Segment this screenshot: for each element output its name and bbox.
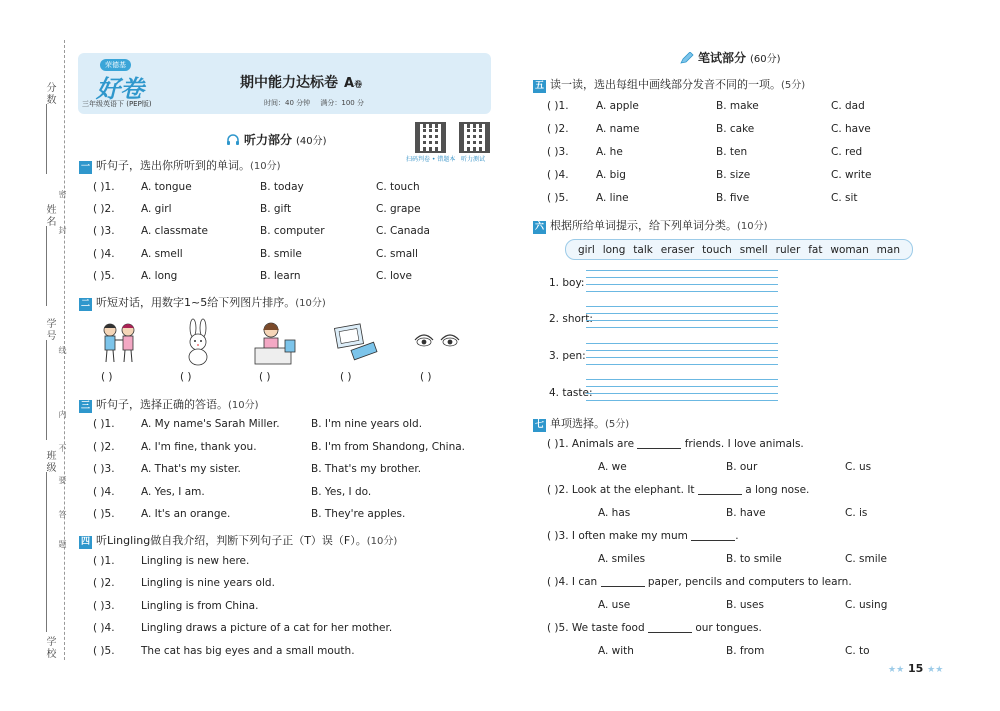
option-a: A. name	[596, 123, 640, 135]
student-id-line	[46, 340, 47, 440]
section-points: (10分)	[737, 221, 768, 232]
stem-before-blank: I can	[571, 576, 598, 588]
seal-char: 答	[58, 510, 67, 518]
question-number: ( )5.	[547, 192, 569, 204]
page-number	[888, 662, 943, 675]
question-number: ( )1.	[547, 438, 569, 450]
option-c: C. to	[845, 645, 870, 657]
writing-points: (60分)	[750, 54, 781, 65]
statement: Lingling is from China.	[141, 600, 259, 612]
option-a: A. tongue	[141, 181, 192, 193]
section-number: 六	[534, 222, 544, 232]
option-b: B. uses	[726, 599, 764, 611]
question-number: ( )4.	[547, 169, 569, 181]
option-c: C. red	[831, 146, 863, 158]
option-c: C. is	[845, 507, 868, 519]
word-bank-word: ruler	[775, 243, 801, 256]
section-number: 二	[80, 299, 90, 309]
section-number: 三	[80, 401, 90, 411]
category-prompt: 4. taste:	[549, 387, 593, 399]
mc-question	[547, 438, 804, 450]
option-a: A. apple	[596, 100, 639, 112]
section-2-heading	[79, 294, 326, 311]
option-b: B. computer	[260, 225, 325, 237]
option-b: B. make	[716, 100, 759, 112]
category-prompt: 3. pen:	[549, 350, 586, 362]
option-c: C. dad	[831, 100, 865, 112]
option-a: A. smell	[141, 248, 183, 260]
option-b: B. Yes, I do.	[311, 486, 372, 498]
option-b: B. to smile	[726, 553, 782, 565]
option-c: C. using	[845, 599, 888, 611]
answer-lines[interactable]	[586, 373, 778, 401]
seal-char: 线	[58, 346, 67, 354]
mc-question	[547, 576, 852, 588]
option-c: C. smile	[845, 553, 887, 565]
section-5-heading	[533, 76, 805, 93]
question-number: ( )2.	[547, 123, 569, 135]
question-number: ( )2.	[93, 577, 115, 589]
word-bank-word: girl	[577, 243, 595, 256]
class-label: 班级	[44, 450, 55, 474]
category-prompt: 1. boy:	[549, 277, 585, 289]
statement: Lingling is new here.	[141, 555, 250, 567]
qr-code-icon[interactable]	[459, 122, 490, 153]
section-6-heading	[533, 217, 768, 234]
section-title: 单项选择。	[550, 417, 605, 430]
computer-picture	[332, 318, 382, 368]
option-c: C. small	[376, 248, 418, 260]
word-bank-word: long	[602, 243, 626, 256]
fill-blank[interactable]	[698, 485, 742, 495]
stem-after-blank: .	[735, 530, 739, 542]
score-line	[46, 104, 47, 174]
option-a: A. with	[598, 645, 634, 657]
listening-title: 听力部分	[244, 133, 293, 147]
question-number: ( )2.	[547, 484, 569, 496]
option-a: A. My name's Sarah Miller.	[141, 418, 280, 430]
option-c: C. Canada	[376, 225, 430, 237]
brand-logo-text: 好卷	[96, 75, 144, 103]
writing-title: 笔试部分	[698, 51, 747, 65]
option-c: C. sit	[831, 192, 858, 204]
question-number: ( )4.	[547, 576, 569, 588]
score-label: 分数	[44, 82, 55, 106]
option-b: B. I'm from Shandong, China.	[311, 441, 466, 453]
option-b: B. gift	[260, 203, 292, 215]
question-number: ( )1.	[93, 418, 115, 430]
word-bank-word: eraser	[660, 243, 695, 256]
question-number: ( )3.	[547, 146, 569, 158]
seal-char: 不	[58, 444, 67, 452]
exam-time: 时间：40 分钟	[264, 99, 311, 107]
option-a: A. That's my sister.	[141, 463, 241, 475]
name-label: 姓名	[44, 204, 55, 228]
section-title: 听句子，选择正确的答语。	[96, 398, 228, 411]
answer-paren[interactable]: ( )	[101, 371, 113, 383]
option-b: B. learn	[260, 270, 301, 282]
section-title: 听短对话，用数字1~5给下列图片排序。	[96, 296, 296, 309]
word-bank-word: talk	[633, 243, 653, 256]
section-number: 五	[534, 81, 544, 91]
option-b: B. size	[716, 169, 751, 181]
category-prompt: 2. short:	[549, 313, 593, 325]
question-number: ( )5.	[547, 622, 569, 634]
section-3-heading	[79, 396, 259, 413]
section-points: (10分)	[366, 536, 398, 547]
star-icon: ★★	[888, 665, 905, 675]
option-a: A. girl	[141, 203, 172, 215]
word-bank-word: man	[876, 243, 900, 256]
question-number: ( )3.	[93, 600, 115, 612]
seal-char: 密	[58, 190, 67, 198]
word-bank-word: touch	[702, 243, 732, 256]
section-title: 听句子，选出你所听到的单词。	[96, 159, 250, 172]
page-number-text: 15	[907, 662, 924, 675]
option-c: C. love	[376, 270, 413, 282]
word-bank	[565, 239, 913, 260]
binding-margin	[0, 0, 68, 711]
question-number: ( )1.	[547, 100, 569, 112]
option-c: C. have	[831, 123, 871, 135]
listening-part-heading	[226, 131, 327, 150]
option-c: C. grape	[376, 203, 421, 215]
question-number: ( )1.	[93, 181, 115, 193]
stem-before-blank: Animals are	[571, 438, 635, 450]
option-b: B. cake	[716, 123, 755, 135]
exam-version-suffix: 卷	[354, 80, 363, 89]
option-b: B. smile	[260, 248, 302, 260]
option-b: B. from	[726, 645, 765, 657]
class-line	[46, 472, 47, 632]
option-a: A. It's an orange.	[141, 508, 231, 520]
qr-code-icon[interactable]	[415, 122, 446, 153]
question-number: ( )2.	[93, 441, 115, 453]
option-c: C. us	[845, 461, 872, 473]
section-4-heading	[79, 532, 397, 549]
answer-paren[interactable]: ( )	[420, 371, 432, 383]
option-a: A. long	[141, 270, 178, 282]
question-number: ( )3.	[93, 225, 115, 237]
option-b: B. That's my brother.	[311, 463, 422, 475]
option-a: A. use	[598, 599, 631, 611]
option-b: B. five	[716, 192, 750, 204]
two-kids-picture	[94, 318, 144, 368]
exam-version: A	[344, 76, 355, 91]
mc-question	[547, 622, 762, 634]
stem-after-blank: paper, pencils and computers to learn.	[647, 576, 852, 588]
answer-paren[interactable]: ( )	[259, 371, 271, 383]
section-points: (5分)	[605, 419, 630, 430]
question-number: ( )5.	[93, 508, 115, 520]
qr-caption: 扫码判卷 • 错题本	[406, 156, 456, 163]
stem-before-blank: I often make my mum	[571, 530, 688, 542]
listening-points: (40分)	[296, 136, 327, 147]
section-points: (10分)	[250, 161, 281, 172]
star-icon: ★★	[927, 665, 944, 675]
question-number: ( )4.	[93, 622, 115, 634]
answer-lines[interactable]	[586, 264, 778, 292]
question-number: ( )4.	[93, 486, 115, 498]
section-1-heading	[79, 157, 281, 174]
brand-tag: 荣德基	[100, 59, 131, 71]
option-a: A. line	[596, 192, 629, 204]
option-b: B. I'm nine years old.	[311, 418, 423, 430]
section-title: 听Lingling做自我介绍，判断下列句子正（T）误（F）。	[96, 534, 367, 547]
pencil-icon	[680, 52, 694, 64]
option-b: B. They're apples.	[311, 508, 406, 520]
option-b: B. today	[260, 181, 304, 193]
student-id-label: 学号	[44, 318, 55, 342]
section-points: (5分)	[781, 80, 806, 91]
section-title: 读一读，选出每组中画线部分发音不同的一项。	[550, 78, 781, 91]
fill-blank[interactable]	[637, 439, 681, 449]
option-a: A. classmate	[141, 225, 208, 237]
section-points: (10分)	[295, 298, 326, 309]
word-bank-word: fat	[808, 243, 823, 256]
question-number: ( )4.	[93, 248, 115, 260]
option-a: A. Yes, I am.	[141, 486, 205, 498]
exam-title	[240, 72, 362, 92]
statement: Lingling draws a picture of a cat for her mother.	[141, 622, 393, 634]
mc-question	[547, 484, 809, 496]
stem-before-blank: Look at the elephant. It	[571, 484, 695, 496]
answer-paren[interactable]: ( )	[340, 371, 352, 383]
option-a: A. he	[596, 146, 623, 158]
question-number: ( )2.	[93, 203, 115, 215]
question-number: ( )5.	[93, 645, 115, 657]
answer-lines[interactable]	[586, 337, 778, 365]
option-b: B. ten	[716, 146, 748, 158]
option-c: C. write	[831, 169, 872, 181]
stem-after-blank: a long nose.	[745, 484, 810, 496]
option-a: A. I'm fine, thank you.	[141, 441, 257, 453]
seal-char: 封	[58, 226, 67, 234]
exam-meta	[264, 98, 372, 108]
mc-question	[547, 530, 739, 542]
section-number: 七	[534, 420, 544, 430]
answer-lines[interactable]	[586, 300, 778, 328]
section-7-heading	[533, 415, 629, 432]
option-a: A. we	[598, 461, 627, 473]
word-bank-word: woman	[830, 243, 869, 256]
section-points: (10分)	[228, 400, 259, 411]
fill-blank[interactable]	[691, 531, 735, 541]
seal-char: 要	[58, 476, 67, 484]
question-number: ( )1.	[93, 555, 115, 567]
seal-char: 题	[58, 540, 67, 548]
name-line	[46, 226, 47, 306]
option-b: B. have	[726, 507, 766, 519]
section-number: 四	[80, 537, 90, 547]
grade-label: 三年级英语下 (PEP版)	[82, 100, 152, 108]
option-a: A. has	[598, 507, 631, 519]
option-c: C. touch	[376, 181, 420, 193]
option-a: A. smiles	[598, 553, 646, 565]
question-number: ( )3.	[547, 530, 569, 542]
statement: The cat has big eyes and a small mouth.	[141, 645, 355, 657]
writing-part-heading	[680, 49, 781, 68]
girl-at-desk-picture	[251, 318, 301, 368]
seal-char: 内	[58, 410, 67, 418]
fill-blank[interactable]	[601, 577, 645, 587]
rabbit-picture	[173, 318, 223, 368]
section-title: 根据所给单词提示，给下列单词分类。	[550, 219, 737, 232]
eyes-picture	[412, 318, 462, 368]
school-label: 学校	[44, 636, 55, 660]
option-a: A. big	[596, 169, 626, 181]
stem-before-blank: We taste food	[571, 622, 645, 634]
exam-score: 满分：100 分	[320, 99, 364, 107]
option-b: B. our	[726, 461, 758, 473]
stem-after-blank: friends. I love animals.	[684, 438, 804, 450]
section-number: 一	[80, 162, 90, 172]
fill-blank[interactable]	[648, 623, 692, 633]
statement: Lingling is nine years old.	[141, 577, 275, 589]
answer-paren[interactable]: ( )	[180, 371, 192, 383]
question-number: ( )5.	[93, 270, 115, 282]
stem-after-blank: our tongues.	[695, 622, 762, 634]
brand-logo	[82, 57, 172, 111]
word-bank-word: smell	[739, 243, 768, 256]
exam-title-text: 期中能力达标卷	[240, 75, 338, 91]
qr-caption: 听力测试	[461, 156, 486, 163]
headphones-icon	[226, 134, 240, 146]
question-number: ( )3.	[93, 463, 115, 475]
